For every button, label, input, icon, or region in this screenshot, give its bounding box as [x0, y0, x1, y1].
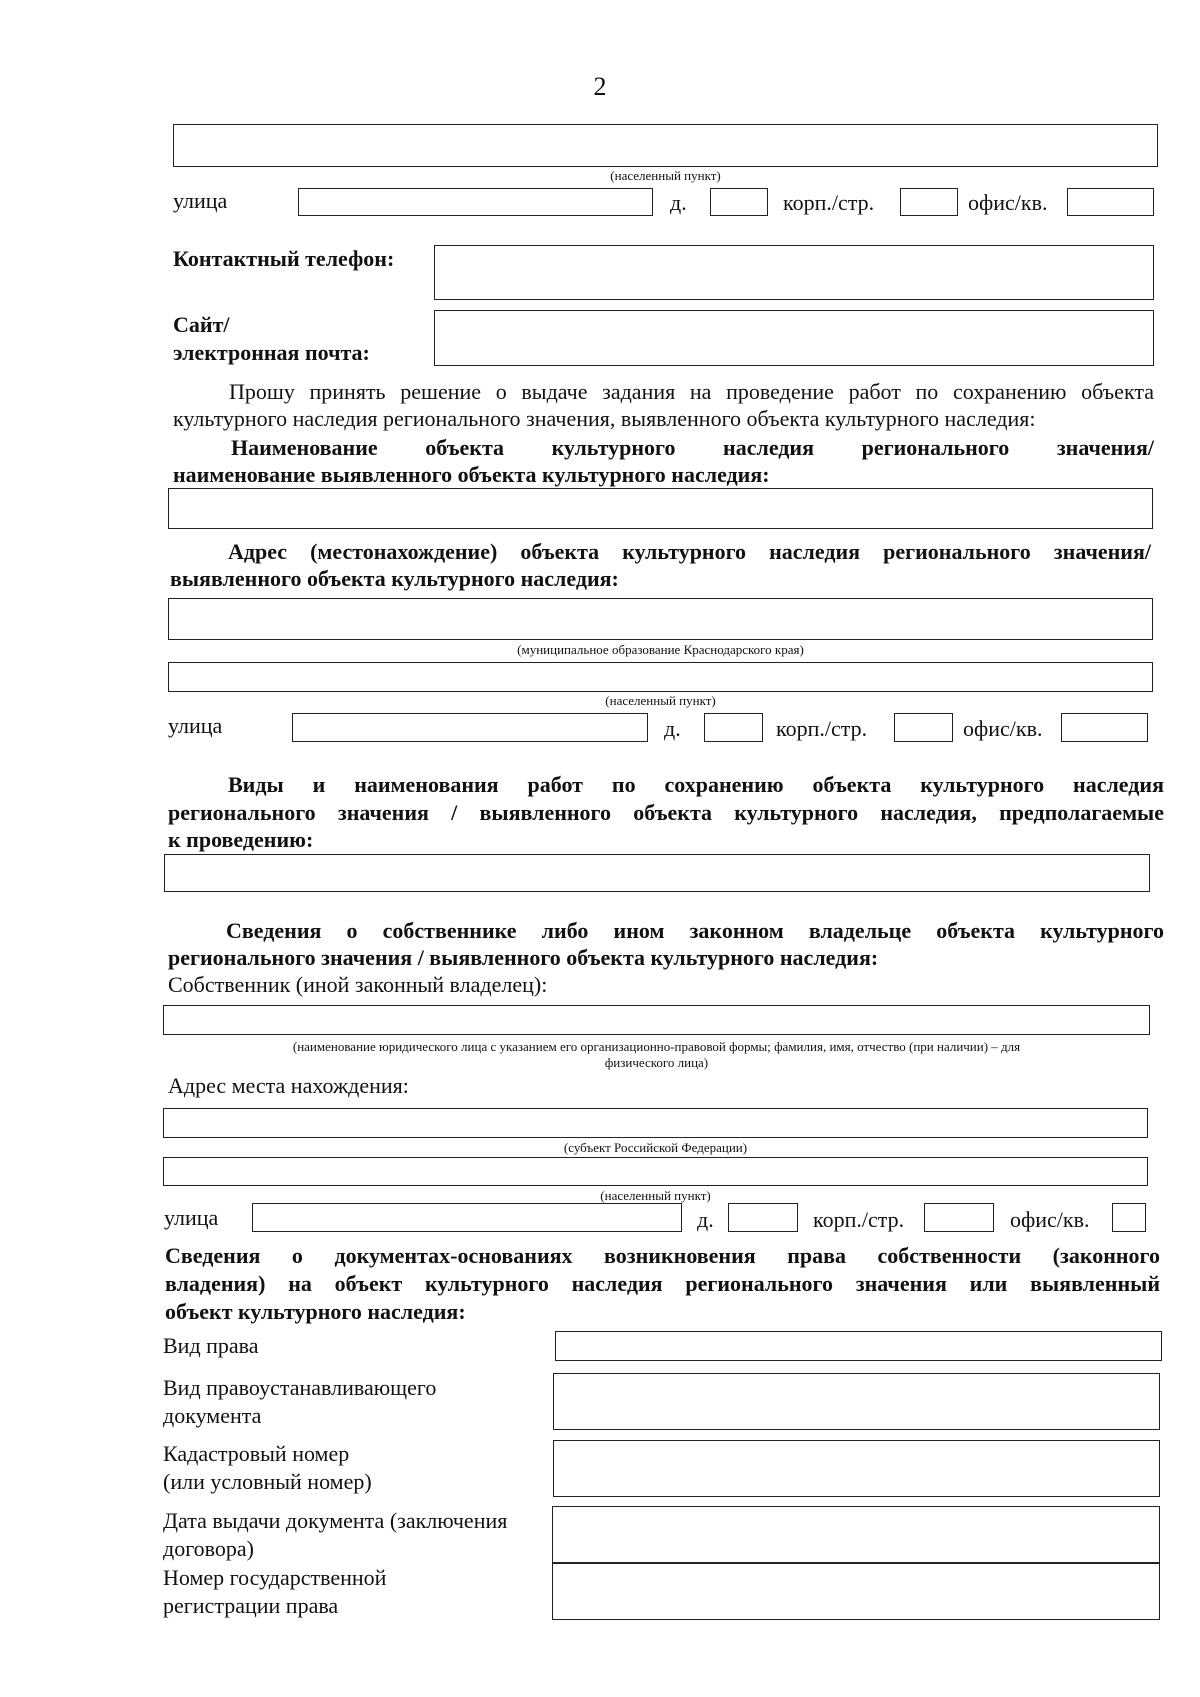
object-address-heading-line2: выявленного объекта культурного наследия:: [170, 566, 619, 591]
owner-subject-field[interactable]: [163, 1108, 1148, 1138]
request-text-line2: культурного наследия регионального значения, выявленного объекта культурного наследия:: [173, 406, 1036, 431]
works-heading-line3: к проведению:: [168, 827, 314, 852]
documents-heading-line2: владения) на объект культурного наследия регионального значения или выявленный: [165, 1271, 1160, 1296]
doc-type-label-line1: Вид правоустанавливающего: [163, 1375, 437, 1400]
object-settlement-field[interactable]: [168, 662, 1153, 692]
owner-heading-line1: Сведения о собственнике либо ином законном владельце объекта культурного: [226, 918, 1164, 943]
office-label: офис/кв.: [968, 190, 1048, 215]
house-label: д.: [670, 190, 687, 215]
right-type-field[interactable]: [555, 1331, 1162, 1361]
applicant-settlement-field[interactable]: [173, 124, 1158, 167]
building-label: корп./стр.: [783, 190, 875, 215]
building-label: корп./стр.: [776, 716, 868, 741]
issue-date-label-line1: Дата выдачи документа (заключения: [163, 1508, 508, 1533]
documents-heading-line3: объект культурного наследия:: [165, 1299, 466, 1324]
right-type-label: Вид права: [163, 1333, 259, 1358]
request-text-line1: Прошу принять решение о выдаче задания на проведение работ по сохранению объекта: [229, 379, 1154, 404]
owner-address-label: Адрес места нахождения:: [168, 1073, 409, 1098]
office-label: офис/кв.: [963, 716, 1043, 741]
legal-entity-caption-line1: (наименование юридического лица с указанием его организационно-правовой формы; фамилия, имя, отчество (при наличии) – для: [292, 1039, 1021, 1054]
phone-label: Контактный телефон:: [173, 246, 395, 271]
works-heading-line1: Виды и наименования работ по сохранению объекта культурного наследия: [228, 772, 1164, 797]
object-name-field[interactable]: [168, 488, 1153, 529]
owner-name-field[interactable]: [163, 1005, 1150, 1035]
doc-type-label-line2: документа: [163, 1403, 262, 1428]
registration-label-line1: Номер государственной: [163, 1565, 387, 1590]
municipality-caption: (муниципальное образование Краснодарского края): [517, 642, 804, 657]
cadastral-number-field[interactable]: [553, 1440, 1160, 1497]
owner-office-field[interactable]: [1112, 1203, 1146, 1232]
issue-date-field[interactable]: [552, 1506, 1160, 1563]
legal-entity-caption-line2: физического лица): [604, 1055, 709, 1070]
owner-house-field[interactable]: [728, 1203, 798, 1232]
object-address-heading-line1: Адрес (местонахождение) объекта культурного наследия регионального значения/: [228, 539, 1151, 564]
cadastral-label-line2: (или условный номер): [163, 1469, 372, 1494]
street-label: улица: [164, 1205, 219, 1230]
applicant-street-field[interactable]: [298, 188, 653, 216]
object-building-field[interactable]: [894, 713, 953, 742]
site-label-line1: Сайт/: [173, 312, 230, 337]
building-label: корп./стр.: [813, 1207, 905, 1232]
works-field[interactable]: [164, 854, 1150, 892]
doc-type-field[interactable]: [553, 1373, 1160, 1430]
registration-number-field[interactable]: [552, 1563, 1160, 1620]
phone-field[interactable]: [434, 245, 1154, 300]
cadastral-label-line1: Кадастровый номер: [163, 1441, 350, 1466]
house-label: д.: [697, 1207, 714, 1232]
works-heading-line2: регионального значения / выявленного объекта культурного наследия, предполагаемые: [168, 800, 1164, 825]
settlement-caption: (населенный пункт): [600, 1188, 711, 1203]
documents-heading-line1: Сведения о документах-основаниях возникновения права собственности (законного: [165, 1243, 1160, 1268]
applicant-house-field[interactable]: [710, 188, 768, 216]
object-office-field[interactable]: [1061, 713, 1148, 742]
settlement-caption: (населенный пункт): [610, 168, 721, 183]
owner-building-field[interactable]: [924, 1203, 994, 1232]
owner-heading-line2: регионального значения / выявленного объекта культурного наследия:: [168, 945, 879, 970]
house-label: д.: [664, 716, 681, 741]
object-name-heading-line2: наименование выявленного объекта культурного наследия:: [173, 462, 770, 487]
owner-label: Собственник (иной законный владелец):: [168, 972, 548, 997]
settlement-caption: (населенный пункт): [605, 693, 716, 708]
site-email-field[interactable]: [434, 310, 1154, 366]
street-label: улица: [173, 188, 228, 213]
page-number: 2: [593, 72, 607, 101]
object-municipality-field[interactable]: [168, 598, 1153, 640]
federal-subject-caption: (субъект Российской Федерации): [563, 1140, 748, 1155]
site-label-line2: электронная почта:: [173, 340, 370, 365]
object-house-field[interactable]: [704, 713, 763, 742]
owner-settlement-field[interactable]: [163, 1157, 1148, 1186]
applicant-office-field[interactable]: [1067, 188, 1154, 216]
issue-date-label-line2: договора): [163, 1536, 254, 1561]
street-label: улица: [168, 713, 223, 738]
owner-street-field[interactable]: [252, 1203, 682, 1232]
applicant-building-field[interactable]: [900, 188, 958, 216]
object-name-heading-line1: Наименование объекта культурного наследия регионального значения/: [231, 435, 1154, 460]
office-label: офис/кв.: [1010, 1207, 1090, 1232]
registration-label-line2: регистрации права: [163, 1593, 339, 1618]
object-street-field[interactable]: [292, 713, 648, 742]
